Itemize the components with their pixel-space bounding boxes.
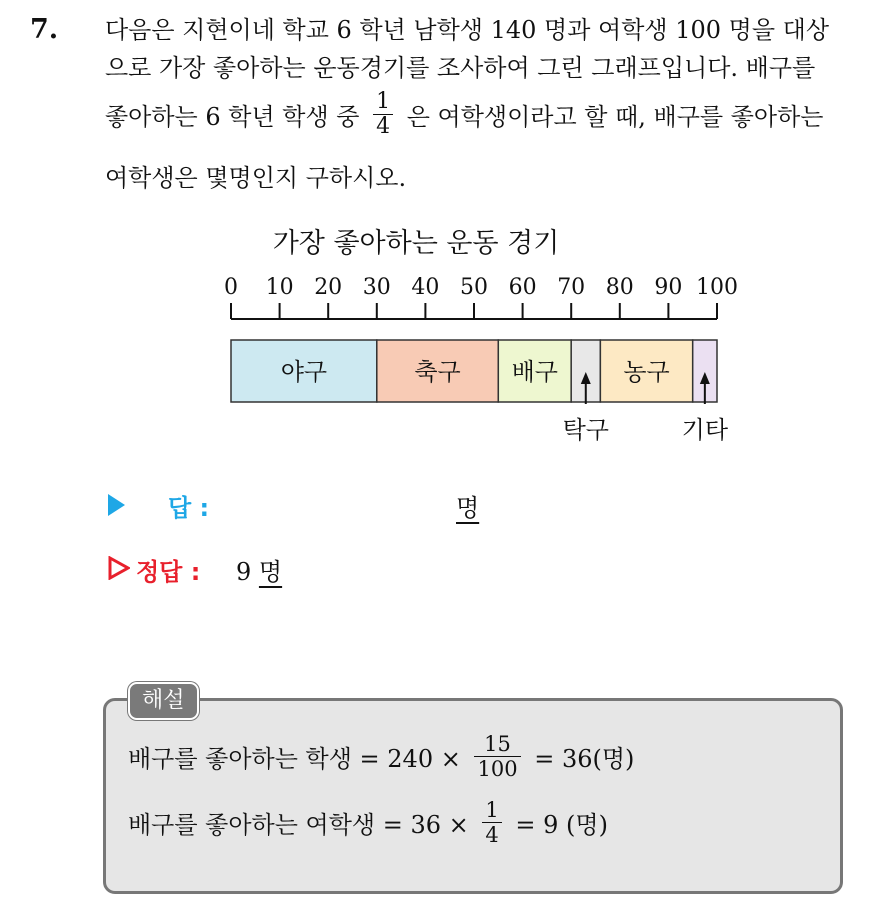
segment-label: 배구 xyxy=(511,358,558,386)
outline-triangle-icon xyxy=(108,556,130,580)
axis-tick-label: 10 xyxy=(265,275,294,300)
explanation-tag: 해설 xyxy=(128,682,199,720)
axis-tick-label: 50 xyxy=(460,275,488,300)
correct-answer-number: 9 xyxy=(236,558,252,586)
eq2-pre: 배구를 좋아하는 여학생 = 36 × xyxy=(128,811,469,839)
axis-ticks xyxy=(224,275,738,319)
eq2-denominator: 4 xyxy=(485,823,499,847)
axis-tick-label: 80 xyxy=(605,275,634,300)
axis-tick-label: 40 xyxy=(411,275,440,300)
axis-tick-label: 20 xyxy=(314,275,343,300)
axis-tick-label: 70 xyxy=(557,275,586,300)
fraction-denominator: 4 xyxy=(376,114,391,139)
question-line-1: 다음은 지현이네 학교 6 학년 남학생 140 명과 여학생 100 명을 대상 xyxy=(105,16,830,44)
axis-tick-label: 100 xyxy=(696,275,738,300)
eq1-fraction xyxy=(474,732,520,781)
segment-label: 축구 xyxy=(414,358,461,386)
eq1-pre: 배구를 좋아하는 학생 = 240 × xyxy=(128,745,461,773)
callout-label: 기타 xyxy=(681,416,729,444)
correct-answer-label: 정답 : xyxy=(136,558,201,586)
question-line-4: 여학생은 몇명인지 구하시오. xyxy=(105,164,407,192)
correct-answer-value xyxy=(236,552,282,587)
fraction-numerator: 1 xyxy=(373,90,393,115)
eq1-numerator: 15 xyxy=(474,732,520,757)
sports-chart xyxy=(200,218,760,448)
bar-segments xyxy=(231,340,729,444)
explanation-equation-2 xyxy=(128,798,608,851)
segment-label: 농구 xyxy=(623,358,670,386)
chart-title: 가장 좋아하는 운동 경기 xyxy=(272,228,560,259)
question-line-2: 으로 가장 좋아하는 운동경기를 조사하여 그린 그래프입니다. 배구를 xyxy=(105,54,816,82)
axis-tick-label: 0 xyxy=(224,275,238,300)
question-line-3-pre: 좋아하는 6 학년 학생 중 xyxy=(105,103,360,131)
eq2-fraction xyxy=(482,798,501,847)
answer-blank-unit[interactable]: 명 xyxy=(456,494,480,522)
eq1-post: = 36(명) xyxy=(534,745,635,773)
question-line-3 xyxy=(105,89,865,143)
play-triangle-icon xyxy=(108,494,125,516)
answer-label: 답 : xyxy=(168,494,210,522)
explanation-box xyxy=(103,698,843,894)
axis-tick-label: 90 xyxy=(654,275,683,300)
answer-row xyxy=(108,488,608,528)
eq1-denominator: 100 xyxy=(477,757,518,781)
eq2-numerator: 1 xyxy=(482,798,501,823)
correct-answer-row xyxy=(108,552,608,592)
explanation-equation-1 xyxy=(128,732,635,785)
question-line-3-post: 은 여학생이라고 할 때, 배구를 좋아하는 xyxy=(406,103,824,131)
callout-label: 탁구 xyxy=(562,416,609,444)
segment-label: 야구 xyxy=(280,358,328,386)
correct-answer-unit: 명 xyxy=(258,558,283,586)
question-fraction xyxy=(373,90,393,139)
axis-tick-label: 60 xyxy=(508,275,537,300)
question-number: 7. xyxy=(30,14,59,45)
eq2-post: = 9 (명) xyxy=(515,811,608,839)
axis-tick-label: 30 xyxy=(362,275,391,300)
